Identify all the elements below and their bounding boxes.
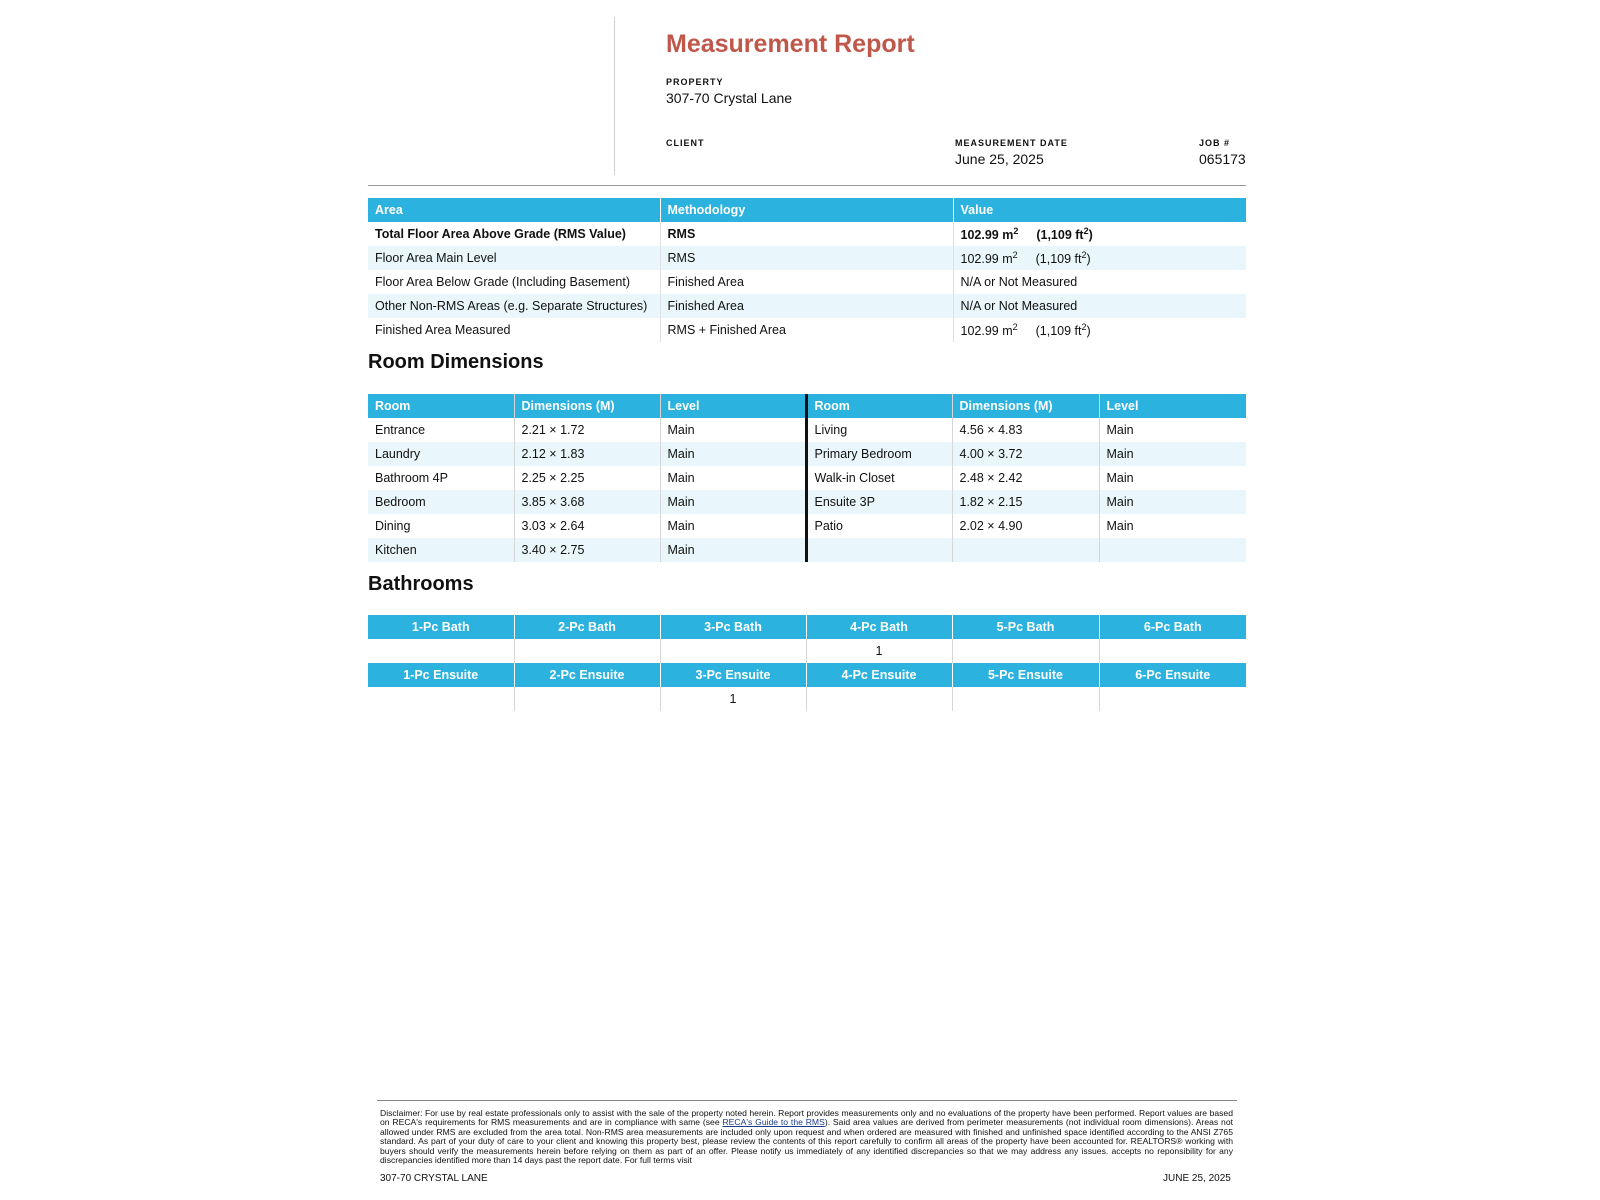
room-name: Bathroom 4P [375, 471, 448, 485]
room-dims: 3.85 × 3.68 [514, 490, 660, 514]
bath-header-row [368, 615, 1246, 639]
area-row [368, 270, 1246, 294]
header-rule [368, 185, 1246, 186]
ensuite-value-row [368, 687, 1246, 711]
bath-header: 6-Pc Bath [1099, 615, 1246, 639]
room-level: Main [660, 466, 806, 490]
room-dims: 3.03 × 2.64 [514, 514, 660, 538]
area-row [368, 294, 1246, 318]
room-dims [952, 538, 1099, 562]
metric-value: 102.99 m [960, 252, 1013, 267]
room-row [368, 442, 1246, 466]
room-level: Main [660, 418, 806, 442]
bath-header: 1-Pc Bath [368, 615, 514, 639]
value-cell: 102.99 $m^2$ (1,109 $ft^2$) [953, 222, 1246, 246]
room-level [1099, 538, 1246, 562]
bath-header: 3-Pc Bath [660, 615, 806, 639]
imperial-value: (1,109 ft [1035, 324, 1082, 339]
area-cell: Floor Area Main Level [368, 246, 660, 270]
area-cell: Other Non-RMS Areas (e.g. Separate Structures) [368, 294, 660, 318]
disclaimer-part: Disclaimer: For use by real estate professionals only to assist with the sale of the property noted herein. Report provides measurements only and no evaluations of the property have been performed. Report values are based on RECA's requirements for RMS measurements and are in compliance with same (see [380, 1108, 1233, 1128]
room-dims: 3.40 × 2.75 [514, 538, 660, 562]
room-dimensions-table [368, 394, 1246, 562]
bath-header: 4-Pc Bath [806, 615, 952, 639]
area-cell: Total Floor Area Above Grade (RMS Value) [375, 227, 626, 241]
methodology-cell: Finished Area [660, 270, 953, 294]
imperial-value: (1,109 ft [1035, 252, 1082, 267]
room-dimensions-title: Room Dimensions [368, 351, 544, 373]
methodology-cell: RMS [660, 222, 953, 246]
room-name: Kitchen [368, 538, 514, 562]
ensuite-count [1099, 687, 1246, 711]
room-name: Patio [806, 514, 952, 538]
ensuite-header: 4-Pc Ensuite [806, 663, 952, 687]
room-header: Room [368, 394, 514, 418]
ensuite-header: 3-Pc Ensuite [660, 663, 806, 687]
ensuite-header: 1-Pc Ensuite [368, 663, 514, 687]
room-level: Main [660, 538, 806, 562]
room-level: Main [1099, 466, 1246, 490]
area-row [368, 246, 1246, 270]
bath-count [368, 639, 514, 663]
property-label: PROPERTY [666, 77, 724, 87]
disclaimer-part: ). Said area values are derived from perimeter measurements (not individual room dimensions). Areas not allowed under RMS are excluded from the area total. Non-RMS area measurements are included only upon request and when ordered are measured with finished and unfinished space identified according to the ANSI Z765 standard. As part of your duty of care to your client and knowing this property best, please review the contents of this report carefully to confirm all areas of the property have been accounted for. REALTORS® working with buyers should verify the measurements herein before relying on them as part of an offer. Please notify us immediately of any identified discrepancies so that we may address any issues. accepts no reponsibility for any discrepancies identified more than 14 days past the report date. For full terms visit [380, 1117, 1233, 1166]
footer-date: JUNE 25, 2025 [1163, 1173, 1231, 1184]
area-row [368, 222, 1246, 246]
value-cell: N/A or Not Measured [953, 270, 1246, 294]
room-row [368, 514, 1246, 538]
area-row [368, 318, 1246, 342]
room-level: Main [660, 442, 806, 466]
room-name: Bedroom [368, 490, 514, 514]
methodology-header: Methodology [660, 198, 953, 222]
room-name [806, 538, 952, 562]
room-name: Ensuite 3P [806, 490, 952, 514]
area-cell: Floor Area Below Grade (Including Basement) [375, 275, 630, 289]
room-row [368, 490, 1246, 514]
ensuite-header: 6-Pc Ensuite [1099, 663, 1246, 687]
bath-count [952, 639, 1099, 663]
bath-count [660, 639, 806, 663]
room-dims: 2.21 × 1.72 [514, 418, 660, 442]
measurement-date-label: MEASUREMENT DATE [955, 138, 1068, 148]
room-name: Walk-in Closet [806, 466, 952, 490]
ensuite-count [952, 687, 1099, 711]
measurement-date-value: June 25, 2025 [955, 151, 1044, 167]
bathrooms-title: Bathrooms [368, 573, 474, 595]
reca-guide-link[interactable]: RECA's Guide to the RMS [722, 1117, 825, 1128]
methodology-cell: RMS + Finished Area [660, 318, 953, 342]
value-cell: 102.99 $m^2$ (1,109 $ft^2$) [953, 246, 1246, 270]
disclaimer-text [380, 1109, 1233, 1165]
ensuite-count [514, 687, 660, 711]
room-level: Main [660, 490, 806, 514]
value-cell: N/A or Not Measured [953, 294, 1246, 318]
bath-count: 1 [806, 639, 952, 663]
room-dims: 2.25 × 2.25 [514, 466, 660, 490]
room-dims: 2.12 × 1.83 [514, 442, 660, 466]
room-dims: 1.82 × 2.15 [952, 490, 1099, 514]
room-row [368, 418, 1246, 442]
metric-value: 102.99 m [960, 228, 1014, 243]
value-header: Value [953, 198, 1246, 222]
room-name: Dining [375, 519, 411, 533]
bath-count [514, 639, 660, 663]
room-name: Primary Bedroom [806, 442, 952, 466]
ensuite-header: 5-Pc Ensuite [952, 663, 1099, 687]
dimensions-header: Dimensions (M) [514, 394, 660, 418]
methodology-cell: RMS [660, 246, 953, 270]
room-level: Main [1099, 514, 1246, 538]
room-level: Main [660, 514, 806, 538]
room-dims: 4.00 × 3.72 [952, 442, 1099, 466]
bath-header: 2-Pc Bath [514, 615, 660, 639]
bath-header: 5-Pc Bath [952, 615, 1099, 639]
room-dims: 4.56 × 4.83 [952, 418, 1099, 442]
job-number-value: 065173 [1199, 151, 1246, 167]
dimensions-header: Dimensions (M) [952, 394, 1099, 418]
value-cell: 102.99 $m^2$ (1,109 $ft^2$) [953, 318, 1246, 342]
footer-rule [377, 1100, 1237, 1101]
bath-value-row [368, 639, 1246, 663]
room-header: Room [806, 394, 952, 418]
methodology-cell: Finished Area [660, 294, 953, 318]
area-table [368, 198, 1246, 342]
room-level: Main [1099, 490, 1246, 514]
room-row [368, 538, 1246, 562]
area-header: Area [368, 198, 660, 222]
room-dims: 2.48 × 2.42 [952, 466, 1099, 490]
ensuite-header-row [368, 663, 1246, 687]
ensuite-count [806, 687, 952, 711]
footer-address: 307-70 CRYSTAL LANE [380, 1173, 488, 1184]
client-label: CLIENT [666, 138, 705, 148]
report-title: Measurement Report [666, 30, 915, 58]
imperial-value: (1,109 ft [1036, 228, 1084, 243]
room-level: Main [1099, 442, 1246, 466]
level-header: Level [1099, 394, 1246, 418]
ensuite-header: 2-Pc Ensuite [514, 663, 660, 687]
room-dims: 2.02 × 4.90 [952, 514, 1099, 538]
ensuite-count: 1 [660, 687, 806, 711]
room-row [368, 466, 1246, 490]
bath-count [1099, 639, 1246, 663]
property-value: 307-70 Crystal Lane [666, 90, 793, 106]
level-header: Level [660, 394, 806, 418]
room-level: Main [1099, 418, 1246, 442]
room-name: Entrance [375, 423, 426, 437]
job-number-label: JOB # [1199, 138, 1231, 148]
header-divider [614, 17, 615, 175]
room-name: Laundry [368, 442, 514, 466]
room-name: Living [806, 418, 952, 442]
ensuite-count [368, 687, 514, 711]
bathrooms-table [368, 615, 1246, 711]
metric-value: 102.99 m [960, 324, 1013, 339]
area-cell: Finished Area Measured [375, 323, 511, 337]
